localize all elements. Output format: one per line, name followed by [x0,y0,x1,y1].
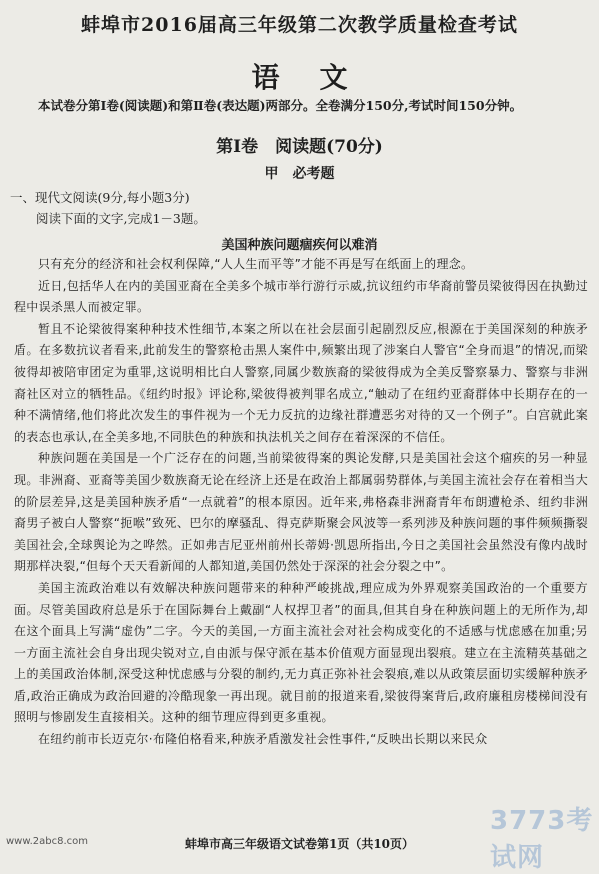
exam-notice: 本试卷分第Ⅰ卷(阅读题)和第Ⅱ卷(表达题)两部分。全卷满分150分,考试时间150分钟。 [38,98,523,113]
exam-title: 蚌埠市2016届高三年级第二次教学质量检查考试 [81,14,518,36]
part-title: 甲 必考题 [264,166,335,182]
article-paragraph: 暂且不论梁彼得案种种技术性细节,本案之所以在社会层面引起剧烈反应,根源在于美国深刻的种族矛盾。在多数抗议者看来,此前发生的警察枪击黑人案件中,频繁出现了涉案白人警官“全身而退”的情况,而梁彼得却被陪审团定为重罪,这说明相比白人警察,同属少数族裔的梁彼得成为全美反警察暴力、警察与非洲裔社区对立的牺牲品。《纽约时报》评论称,梁彼得被判罪名成立,“触动了在纽约亚裔群体中长期存在的一种不满情绪,他们将此次发生的事件视为一个无力反抗的边缘社群遭恶劣对待的又一个例子”。白宫就此案的表态也承认,在全美多地,不同肤色的种族和执法机关之间存在着深深的不信任。 [14,321,588,444]
article-paragraph: 近日,包括华人在内的美国亚裔在全美多个城市举行游行示威,抗议纽约市华裔前警员梁彼得因在执勤过程中误杀黑人而被定罪。 [14,278,588,315]
article-title: 美国种族问题痼疾何以难消 [221,238,378,253]
article-paragraph: 只有充分的经济和社会权利保障,“人人生而平等”才能不再是写在纸面上的理念。 [38,257,474,271]
watermark-logo: 3773考试网 [490,806,594,873]
section-title: 第Ⅰ卷 阅读题(70分) [216,137,383,157]
question-heading: 一、现代文阅读(9分,每小题3分) [10,190,190,205]
question-instruction: 阅读下面的文字,完成1－3题。 [36,211,206,226]
article-paragraph: 在纽约前市长迈克尔·布隆伯格看来,种族矛盾激发社会性事件,“反映出长期以来民众 [38,732,488,747]
subject-title: 语文 [251,61,388,94]
article-paragraph: 种族问题在美国是一个广泛存在的问题,当前梁彼得案的舆论发酵,只是美国社会这个痼疾的另一种显现。非洲裔、亚裔等美国少数族裔无论在经济上还是在政治上都属弱势群体,与美国主流社会存在着相当大的阶层差异,这是美国种族矛盾“一点就着”的根本原因。近年来,弗格森非洲裔青年布朗遭枪杀、纽约非洲裔男子被白人警察“扼喉”致死、巴尔的摩骚乱、得克萨斯聚会风波等一系列涉及种族问题的事件频频撕裂美国社会,全球舆论为之哗然。正如弗吉尼亚州前州长蒂姆·凯恩所指出,今日之美国社会虽然没有像内战时期那样决裂,“但每个天天看新闻的人都知道,美国仍然处于深深的社会分裂之中”。 [14,451,588,574]
watermark-url: www.2abc8.com [6,836,89,847]
page-footer: 蚌埠市高三年级语文试卷第1页（共10页） [184,837,415,851]
article-paragraph: 美国主流政治难以有效解决种族问题带来的种种严峻挑战,理应成为外界观察美国政治的一个重要方面。尽管美国政府总是乐于在国际舞台上戴副“人权捍卫者”的面具,但其自身在种族问题上的无所作为,却在这个面具上写满“虚伪”二字。今天的美国,一方面主流社会对社会构成变化的不适感与忧虑感在加重;另一方面主流社会自身出现尖锐对立,自由派与保守派在基本价值观方面显现出裂痕。建立在主流精英基础之上的美国政治体制,深受这种忧虑感与分裂的制约,无力真正弥补社会裂痕,难以从政策层面切实缓解种族矛盾,政治正确成为政治回避的冷酷现象一再出现。就目前的报道来看,梁彼得案背后,政府廉租房楼梯间没有照明与惨剧发生直接相关。这种的细节理应得到更多重视。 [14,580,588,725]
article-body [14,254,588,751]
